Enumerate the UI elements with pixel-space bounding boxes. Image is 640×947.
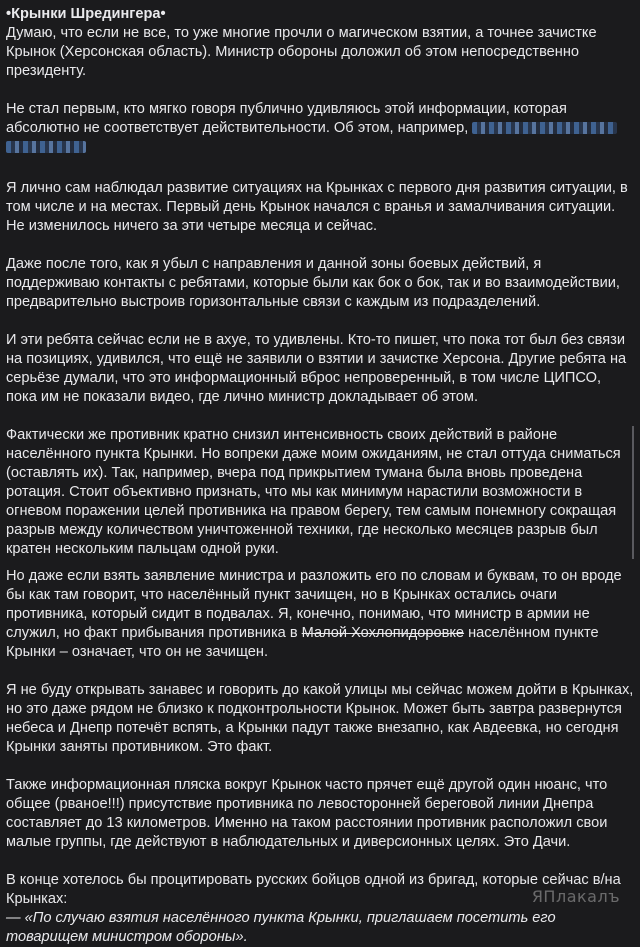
redacted-link[interactable] [472,122,617,134]
paragraph-8: Я не буду открывать занавес и говорить до какой улицы мы сейчас можем дойти в Крынках, но это даже рядом не близко к подконтрольности Крынок. Может быть завтра развернутся небеса и Днепр потечёт вспять, а Крынки падут также внезапно, как Авдеевка, но сегодня Крынки заняты противником. Это факт. [6,682,634,755]
paragraph-2-text: Не стал первым, кто мягко говоря публично удивляюсь этой информации, которая абсолютно не соответствует действительности. Об этом, например, [6,101,567,136]
paragraph-5: И эти ребята сейчас если не в ахуе, то удивлены. Кто-то пишет, что пока тот был без связи на позициях, удивился, что ещё не заявили о взятии и зачистке Херсона. Другие ребята на серьёзе думали, что это информационный вброс непроверенный, в том числе ЦИПСО, пока им не показали видео, где лично министр докладывает об этом. [6,332,627,405]
paragraph-1: Думаю, что если не все, то уже многие прочли о магическом взятии, а точнее зачистке Крынок (Херсонская область). Министр обороны доложил об этом непосредственно президенту. [6,25,597,79]
paragraph-7 [6,567,634,662]
closing-quote: — «По случаю взятия населённого пункта Крынки, приглашаем посетить его товарищем министром обороны». [6,910,556,945]
redacted-link-continuation[interactable] [6,141,86,153]
paragraph-3: Я лично сам наблюдал развитие ситуациях на Крынках с первого дня развития ситуации, в том числе и на местах. Первый день Крынок начался с вранья и замалчивания ситуации. Не изменилось ничего за эти четыре месяца и сейчас. [6,180,628,234]
paragraph-10-text: В конце хотелось бы процитировать русских бойцов одной из бригад, которые сейчас в/на Крынках: [6,872,621,907]
watermark: ЯПлакалъ [531,887,620,906]
paragraph-6: Фактически же противник кратно снизил интенсивность своих действий в районе населённого пункта Крынки. Но вопреки даже моим ожиданиям, не стал оттуда сниматься (оставлять их). Так, например, вчера под прикрытием тумана была вновь проведена ротация. Стоит объективно признать, что мы как минимум нарастили возможности в огневом поражении целей противника на правом берегу, тем самым понемногу сокращая разрыв между количеством уничтоженной техники, где несколько месяцев разрыв был кратен нескольким пальцам одной руки. [6,427,621,557]
paragraph-2 [6,100,634,157]
post-title: •Крынки Шредингера• [6,6,166,22]
quote-bar [632,426,634,559]
strikethrough-text: Малой Хохлопидоровке [301,625,465,641]
paragraph-7-text-b: населённом пункте Крынки – означает, что он не зачищен. [6,625,599,660]
paragraph-9: Также информационная пляска вокруг Крынок часто прячет ещё другой один нюанс, что общее (рваное!!!) присутствие противника по левосторонней береговой линии Днепра составляет до 13 километров. Именно на таком расстоянии противник расположил свои малые группы, где действуют в наблюдательных и диверсионных целях. Это Дачи. [6,777,608,850]
paragraph-7-text-a: Но даже если взять заявление министра и разложить его по словам и буквам, то он вроде бы как там говорит, что населённый пункт зачищен, но в Крынках остались очаги противника, который сидит в подвалах. Я, конечно, понимаю, что министр в армии не служил, но факт прибывания противника в [6,568,622,641]
paragraph-10 [6,871,634,947]
paragraph-4: Даже после того, как я убыл с направления и данной зоны боевых действий, я поддерживаю контакты с ребятами, которые были как бок о бок, так и во взаимодействии, предварительно выстроив горизонтальные связи с каждым из подразделений. [6,256,620,310]
quoted-block [6,426,634,559]
